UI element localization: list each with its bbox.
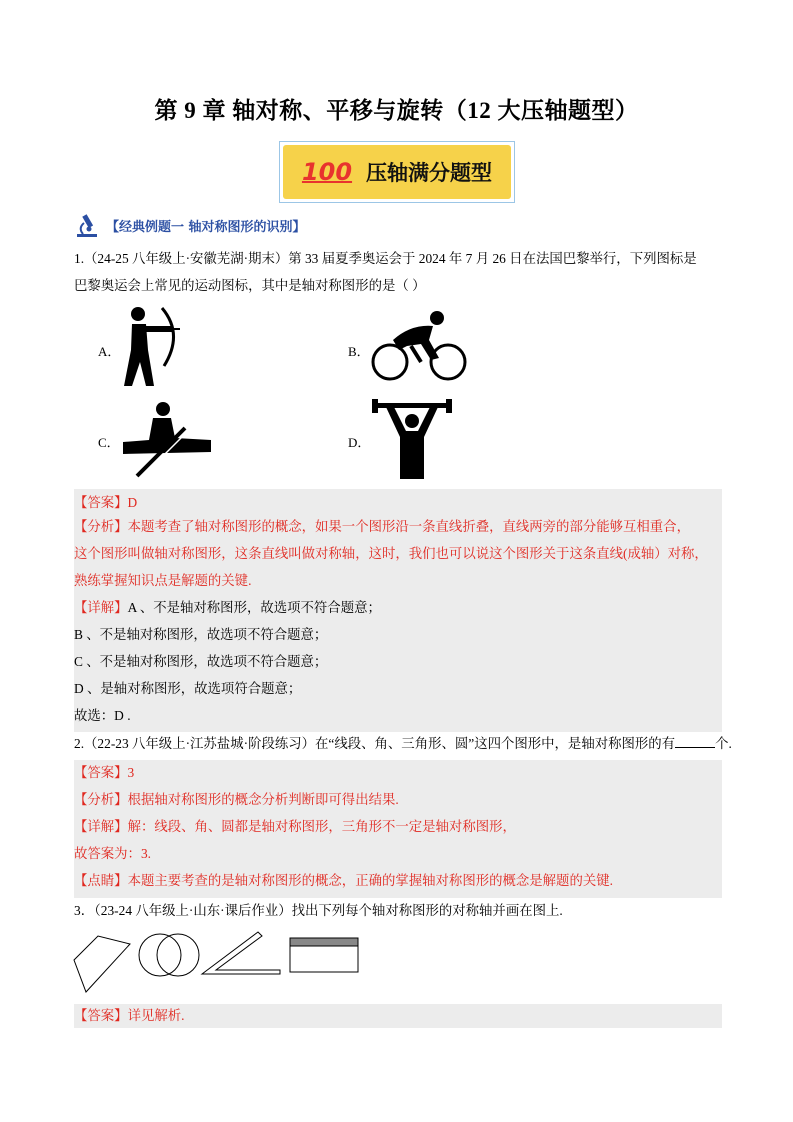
q2-stem: 2.（22-23 八年级上·江苏盐城·阶段练习）在“线段、角、三角形、圆”这四个图形中，是轴对称图形的有 个. [74, 736, 732, 751]
two-circles-figure [139, 934, 199, 976]
section-heading [74, 210, 306, 240]
q1-detail-line4: D 、是轴对称图形，故选项符合题意； [74, 681, 302, 696]
q3-stem: 3．（23-24 八年级上·山东·课后作业）找出下列每个轴对称图形的对称轴并画在图上. [74, 903, 563, 918]
q1-answer: 【答案】D [74, 489, 722, 516]
q2-analysis: 【分析】根据轴对称图形的概念分析判断即可得出结果. [74, 792, 399, 807]
q1-stem-line1: 1.（24-25 八年级上·安徽芜湖·期末）第 33 届夏季奥运会于 2024 年 7 月 26 日在法国巴黎举行，下列图标是 [74, 251, 697, 266]
q1-option-d-label: D． [348, 435, 371, 450]
q2-comment: 【点睛】本题主要考查的是轴对称图形的概念，正确的掌握轴对称图形的概念是解题的关键. [74, 873, 613, 888]
q1-analysis-line2: 这个图形叫做轴对称图形，这条直线叫做对称轴，这时，我们也可以说这个图形关于这条直线(成轴）对称， [74, 546, 708, 561]
q2-answer-blank[interactable] [675, 735, 715, 748]
q2-answer: 【答案】3 [74, 765, 135, 780]
q1-option-a-label: A． [98, 344, 121, 359]
q1-stem-line2: 巴黎奥运会上常见的运动图标，其中是轴对称图形的是（ ） [74, 278, 426, 293]
q3-answer: 【答案】详见解析. [74, 1004, 722, 1028]
q1-detail-line5: 故选：D . [74, 708, 131, 723]
angle-figure [202, 932, 280, 974]
weightlifting-icon [368, 395, 456, 481]
page-title: 第 9 章 轴对称、平移与旋转（12 大压轴题型） [154, 98, 639, 123]
q2-detail-line1: 【详解】解：线段、角、圆都是轴对称图形，三角形不一定是轴对称图形， [74, 819, 516, 834]
q2-detail-line2: 故答案为：3. [74, 846, 151, 861]
microscope-icon [74, 212, 100, 238]
q1-option-b-label: B． [348, 344, 370, 359]
section-heading-text: 【经典例题一 轴对称图形的识别】 [106, 219, 306, 235]
q3-figures [72, 928, 364, 996]
banner-text: 压轴满分题型 [366, 161, 493, 185]
trapezoid-figure [74, 936, 130, 992]
q1-detail-line1: 【详解】A 、不是轴对称图形，故选项不符合题意； [74, 600, 381, 615]
hurdle-icon [119, 402, 215, 480]
q1-analysis-line3: 熟练掌握知识点是解题的关键. [74, 573, 252, 588]
q1-detail-line2: B 、不是轴对称图形，故选项不符合题意； [74, 627, 328, 642]
cycling-icon [371, 310, 467, 382]
bar-rectangle-figure [290, 938, 358, 972]
archery-icon [118, 306, 184, 390]
q1-analysis-line1: 【分析】本题考查了轴对称图形的概念，如果一个图形沿一条直线折叠，直线两旁的部分能够互相重合， [74, 519, 690, 534]
q1-detail-line3: C 、不是轴对称图形，故选项不符合题意； [74, 654, 328, 669]
hundred-points-icon: 100 [301, 158, 353, 186]
q1-option-c-label: C． [98, 435, 120, 450]
banner [279, 141, 515, 203]
